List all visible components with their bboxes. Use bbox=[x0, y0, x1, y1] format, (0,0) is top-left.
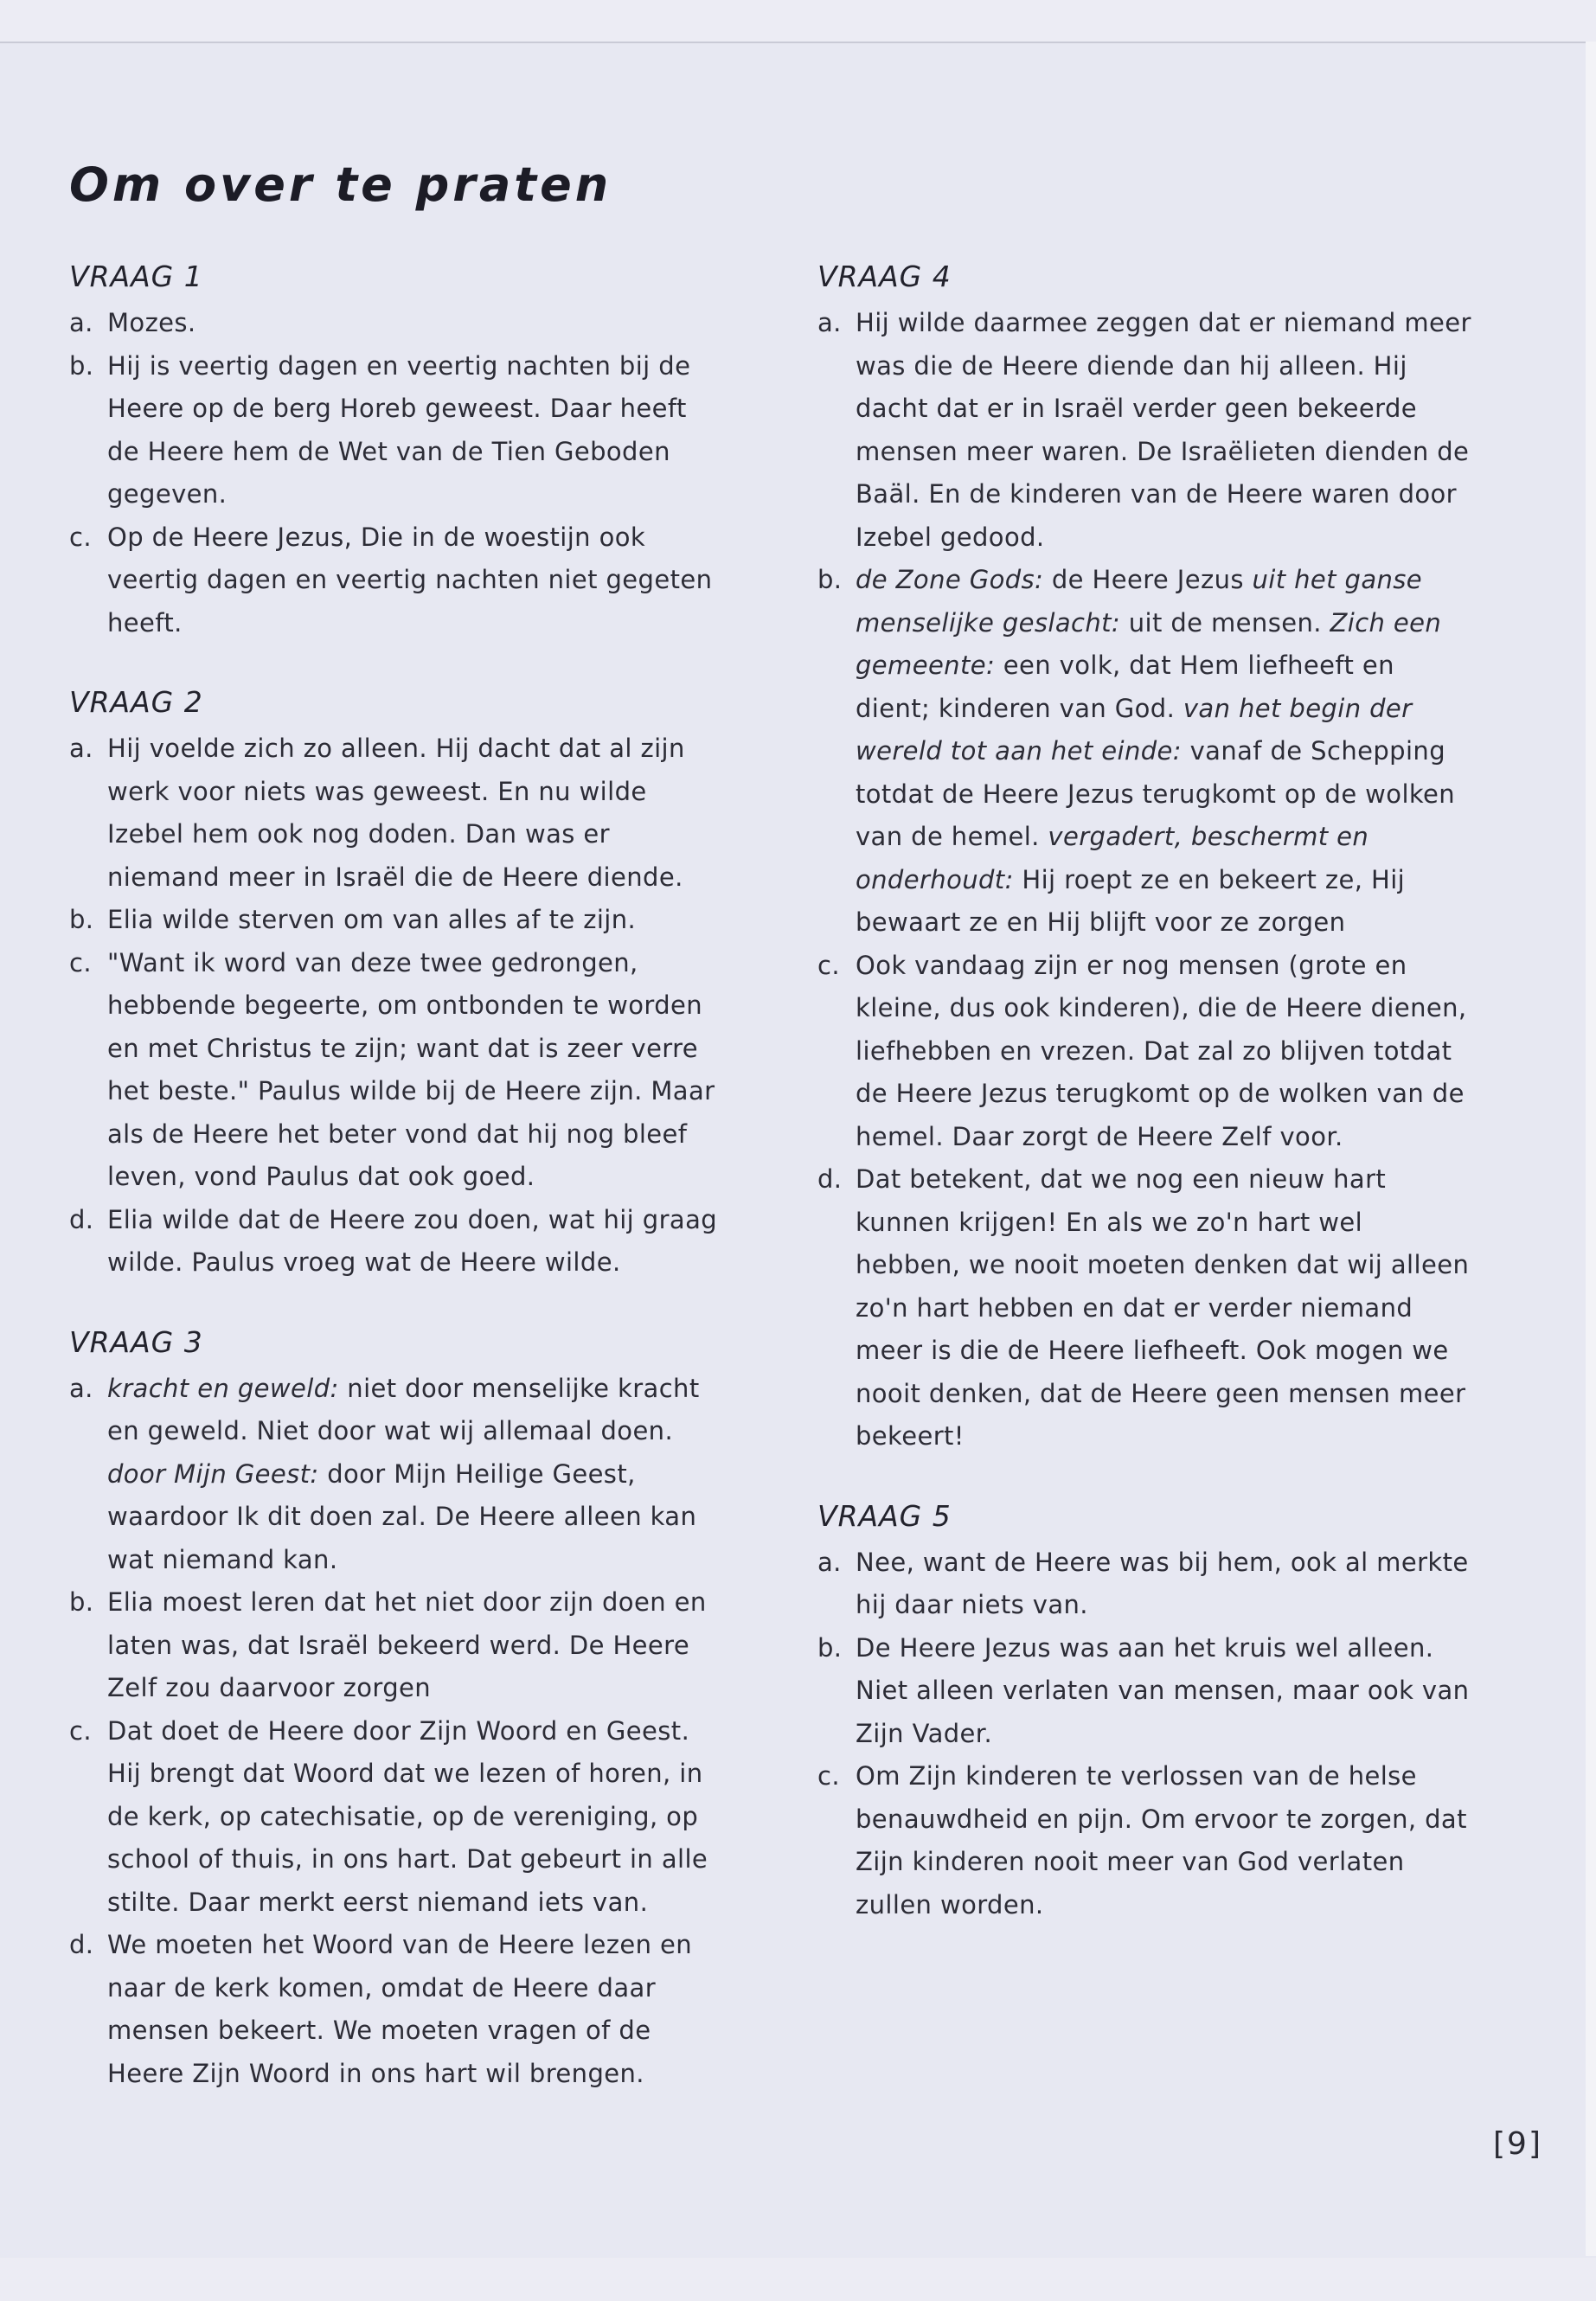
answer-letter: a. bbox=[69, 734, 93, 763]
answer-term: de Zone Gods: bbox=[856, 565, 1044, 594]
left-column bbox=[69, 255, 727, 2131]
answer-letter: b. bbox=[817, 1632, 843, 1663]
answer-letter: b. bbox=[69, 1587, 94, 1617]
answer-letter: d. bbox=[69, 1930, 94, 1959]
question-section bbox=[817, 255, 1475, 1458]
answer-text: Hij roept ze en bekeert ze, Hij bewaart ze en Hij blijft voor ze zorgen bbox=[856, 864, 1406, 937]
answer-text: Dat betekent, dat we nog een nieuw hart kunnen krijgen! En als we zo'n hart wel hebben, we nooit moeten denken dat wij alleen zo'n hart hebben en dat er verder niemand meer is die de Heere liefheeft. Ook mogen we nooit denken, dat de Heere geen mensen meer bekeert! bbox=[856, 1164, 1470, 1451]
answer-text: Elia wilde sterven om van alles af te zijn. bbox=[107, 905, 637, 934]
answer-text: Elia moest leren dat het niet door zijn doen en laten was, dat Israël bekeerd werd. De Heere Zelf zou daarvoor zorgen bbox=[107, 1587, 707, 1702]
answer-letter: a. bbox=[69, 308, 93, 337]
answer-term: uit het ganse menselijke geslacht: bbox=[856, 565, 1423, 638]
answer-text: uit de mensen. bbox=[1120, 607, 1330, 638]
answer-text: Hij is veertig dagen en veertig nachten bij de Heere op de berg Horeb geweest. Daar heeft de Heere hem de Wet van de Tien Geboden gegeven. bbox=[107, 350, 691, 509]
answer-text: "Want ik word van deze twee gedrongen, hebbende begeerte, om ontbonden te worden en met Christus te zijn; want dat is zeer verre het beste." Paulus wilde bij de Heere zijn. Maar als de Heere het beter vond dat hij nog bleef leven, vond Paulus dat ook goed. bbox=[107, 947, 715, 1191]
answer-letter: d. bbox=[817, 1164, 843, 1194]
page-title: Om over te praten bbox=[69, 157, 612, 212]
answer-item bbox=[69, 345, 727, 516]
answer-item bbox=[817, 1158, 1475, 1458]
answer-text: Dat doet de Heere door Zijn Woord en Geest. Hij brengt dat Woord dat we lezen of horen, in de kerk, op catechisatie, op de vereniging, op school of thuis, in ons hart. Dat gebeurt in alle stilte. Daar merkt eerst niemand iets van. bbox=[107, 1715, 708, 1917]
question-heading: VRAAG 1 bbox=[69, 260, 203, 293]
answer-text: Ook vandaag zijn er nog mensen (grote en kleine, dus ook kinderen), die de Heere dienen, liefhebben en vrezen. Dat zal zo blijven totdat de Heere Jezus terugkomt op de wolken van de hemel. Daar zorgt de Heere Zelf voor. bbox=[856, 950, 1467, 1151]
answer-item bbox=[817, 302, 1475, 559]
answer-item bbox=[69, 1199, 727, 1285]
question-section bbox=[69, 255, 727, 644]
answer-item bbox=[817, 945, 1475, 1159]
answer-item bbox=[817, 1541, 1475, 1627]
answer-item bbox=[69, 899, 727, 942]
answer-letter: a. bbox=[817, 1547, 842, 1577]
answer-term: Zich een gemeente: bbox=[856, 607, 1442, 680]
answer-text: Op de Heere Jezus, Die in de woestijn ook veertig dagen en veertig nachten niet gegeten heeft. bbox=[107, 522, 713, 638]
answer-text: vanaf de Schepping totdat de Heere Jezus terugkomt op de wolken van de hemel. bbox=[856, 736, 1456, 851]
answer-text: We moeten het Woord van de Heere lezen en naar de kerk komen, omdat de Heere daar mensen bekeert. We moeten vragen of de Heere Zijn Woord in ons hart wil brengen. bbox=[107, 1930, 693, 2088]
answer-item bbox=[817, 1627, 1475, 1756]
answer-item bbox=[817, 559, 1475, 945]
question-section bbox=[69, 681, 727, 1285]
answer-letter: a. bbox=[69, 1373, 93, 1403]
answer-text: Elia wilde dat de Heere zou doen, wat hij graag wilde. Paulus vroeg wat de Heere wilde. bbox=[107, 1204, 718, 1277]
answer-item bbox=[69, 1924, 727, 2095]
answer-term: door Mijn Geest: bbox=[107, 1458, 319, 1489]
answer-letter: b. bbox=[69, 350, 94, 381]
answer-item bbox=[69, 516, 727, 645]
answer-text: de Heere Jezus bbox=[1043, 565, 1253, 594]
answer-letter: c. bbox=[817, 950, 840, 980]
answer-letter: a. bbox=[817, 308, 842, 337]
answer-text: Mozes. bbox=[107, 308, 196, 337]
answer-item bbox=[69, 302, 727, 345]
answer-item bbox=[817, 1755, 1475, 1926]
question-section bbox=[69, 1321, 727, 2096]
answer-term: kracht en geweld: bbox=[107, 1373, 339, 1403]
page-number: [9] bbox=[1493, 2126, 1542, 2162]
answer-term: vergadert, beschermt en onderhoudt: bbox=[856, 822, 1369, 894]
answer-letter: c. bbox=[69, 1715, 92, 1746]
answer-letter: c. bbox=[69, 947, 92, 977]
answer-letter: c. bbox=[69, 522, 92, 552]
question-heading: VRAAG 3 bbox=[69, 1324, 203, 1359]
answer-text: een volk, dat Hem liefheeft en dient; kinderen van God. bbox=[856, 651, 1394, 723]
question-section bbox=[817, 1495, 1475, 1927]
question-heading: VRAAG 5 bbox=[817, 1498, 952, 1533]
answer-text: De Heere Jezus was aan het kruis wel alleen. Niet alleen verlaten van mensen, maar ook van Zijn Vader. bbox=[856, 1632, 1470, 1748]
answer-item bbox=[69, 727, 727, 899]
answer-item bbox=[69, 1368, 727, 1582]
answer-letter: d. bbox=[69, 1204, 94, 1234]
answer-item bbox=[69, 1581, 727, 1710]
answer-text: Om Zijn kinderen te verlossen van de helse benauwdheid en pijn. Om ervoor te zorgen, dat Zijn kinderen nooit meer van God verlaten zullen worden. bbox=[856, 1761, 1467, 1920]
right-column bbox=[817, 255, 1475, 1963]
answer-term: van het begin der wereld tot aan het einde: bbox=[856, 693, 1413, 766]
answer-letter: b. bbox=[69, 905, 94, 934]
answer-text: door Mijn Heilige Geest, waardoor Ik dit doen zal. De Heere alleen kan wat niemand kan. bbox=[107, 1458, 697, 1574]
question-heading: VRAAG 2 bbox=[69, 685, 203, 719]
answer-text: Hij wilde daarmee zeggen dat er niemand meer was die de Heere diende dan hij alleen. Hij dacht dat er in Israël verder geen bekeerde mensen meer waren. De Israëlieten dienden de Baäl. En de kinderen van de Heere waren door Izebel gedood. bbox=[856, 308, 1471, 552]
page-edge bbox=[1586, 42, 1596, 2256]
question-heading: VRAAG 4 bbox=[817, 260, 952, 293]
answer-item bbox=[69, 1710, 727, 1925]
answer-text: Nee, want de Heere was bij hem, ook al merkte hij daar niets van. bbox=[856, 1547, 1469, 1619]
answer-text: Hij voelde zich zo alleen. Hij dacht dat al zijn werk voor niets was geweest. En nu wilde Izebel hem ook nog doden. Dan was er niemand meer in Israël die de Heere diende. bbox=[107, 734, 685, 892]
answer-text: niet door menselijke kracht en geweld. Niet door wat wij allemaal doen. bbox=[107, 1373, 700, 1445]
answer-item bbox=[69, 942, 727, 1199]
answer-letter: b. bbox=[817, 565, 843, 594]
answer-letter: c. bbox=[817, 1761, 840, 1791]
